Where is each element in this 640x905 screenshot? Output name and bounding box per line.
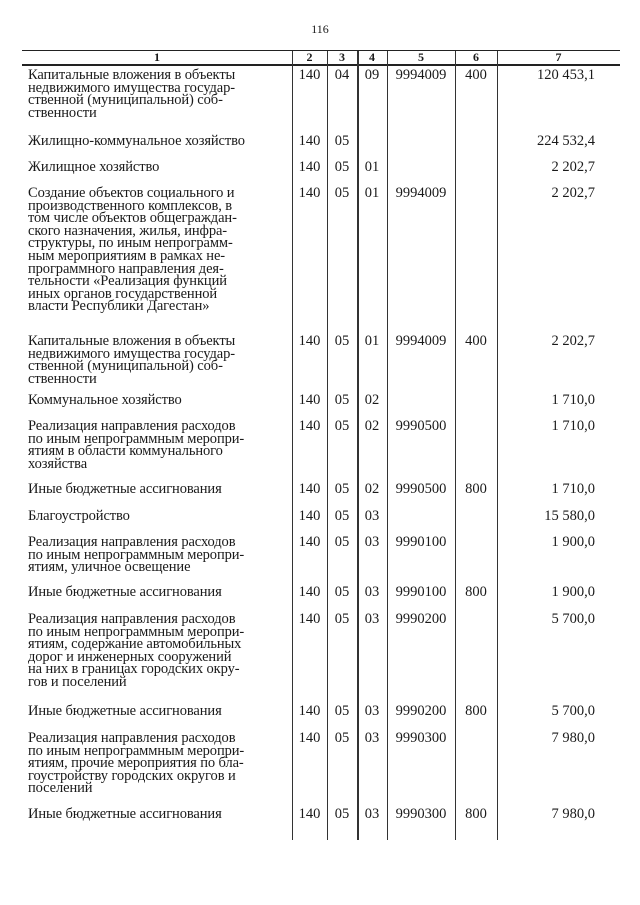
amount: 7 980,0 — [551, 730, 595, 746]
subsection-code: 01 — [364, 333, 380, 349]
row-label: Капитальные вложения в объекты недвижимого имущества государ- ственной (муниципальной) соб- ственности — [28, 333, 236, 387]
amount: 2 202,7 — [551, 185, 595, 201]
column-divider — [387, 51, 388, 840]
target-article-code: 9990500 — [395, 418, 447, 434]
amount: 7 980,0 — [551, 806, 595, 822]
row-label: Капитальные вложения в объекты недвижимого имущества государ- ственной (муниципальной) соб- ственности — [28, 67, 236, 121]
section-code: 05 — [334, 133, 350, 149]
section-code: 05 — [334, 730, 350, 746]
row-label: Реализация направления расходов по иным непрограммным меропри- ятиям, прочие мероприятия по бла- гоустройству городских округов и поселений — [28, 730, 245, 797]
column-divider — [455, 51, 456, 840]
header-col-2: 2 — [306, 50, 313, 64]
expense-type-code: 800 — [465, 481, 487, 497]
page-number: 116 — [311, 22, 329, 36]
subsection-code: 01 — [364, 185, 380, 201]
amount: 1 710,0 — [551, 418, 595, 434]
row-label: Благоустройство — [28, 508, 130, 524]
subsection-code: 03 — [364, 611, 380, 627]
header-col-7: 7 — [555, 50, 562, 64]
header-col-4: 4 — [369, 50, 375, 64]
target-article-code: 9990300 — [395, 730, 447, 746]
admin-code: 140 — [298, 392, 321, 408]
expense-type-code: 800 — [465, 584, 487, 600]
row-label: Создание объектов социального и производственного комплексов, в том числе объектов общеграждан- ского назначения, жилья, инфра- структуры, по иным непрограмм- ным мероприятиям в рамках не- программного направления дея- тельности «Реализация функций иных органов государственной власти Республики Дагестан» — [28, 185, 237, 315]
header-bottom-rule — [22, 64, 620, 66]
amount: 1 900,0 — [551, 534, 595, 550]
section-code: 05 — [334, 185, 350, 201]
amount: 15 580,0 — [544, 508, 595, 524]
admin-code: 140 — [298, 703, 321, 719]
expense-type-code: 400 — [465, 333, 487, 349]
admin-code: 140 — [298, 611, 321, 627]
subsection-code: 02 — [364, 392, 380, 408]
target-article-code: 9990100 — [395, 534, 447, 550]
row-label: Коммунальное хозяйство — [28, 392, 182, 408]
amount: 2 202,7 — [551, 333, 595, 349]
subsection-code: 03 — [364, 730, 380, 746]
subsection-code: 03 — [364, 534, 380, 550]
admin-code: 140 — [298, 584, 321, 600]
row-label: Иные бюджетные ассигнования — [28, 703, 222, 719]
admin-code: 140 — [298, 481, 321, 497]
subsection-code: 03 — [364, 703, 380, 719]
target-article-code: 9994009 — [395, 67, 447, 83]
admin-code: 140 — [298, 333, 321, 349]
admin-code: 140 — [298, 133, 321, 149]
row-label: Иные бюджетные ассигнования — [28, 806, 222, 822]
subsection-code: 03 — [364, 806, 380, 822]
section-code: 05 — [334, 806, 350, 822]
section-code: 05 — [334, 703, 350, 719]
amount: 1 710,0 — [551, 481, 595, 497]
section-code: 05 — [334, 584, 350, 600]
amount: 1 710,0 — [551, 392, 595, 408]
header-col-1: 1 — [154, 50, 160, 64]
row-label: Реализация направления расходов по иным непрограммным меропри- ятиям, уличное освещение — [28, 534, 245, 576]
section-code: 04 — [334, 67, 350, 83]
header-col-6: 6 — [473, 50, 479, 64]
row-label: Жилищно-коммунальное хозяйство — [28, 133, 245, 149]
row-label: Реализация направления расходов по иным непрограммным меропри- ятиям в области коммунального хозяйства — [28, 418, 245, 472]
section-code: 05 — [334, 481, 350, 497]
target-article-code: 9990200 — [395, 611, 447, 627]
amount: 120 453,1 — [537, 67, 595, 83]
section-code: 05 — [334, 418, 350, 434]
section-code: 05 — [334, 611, 350, 627]
admin-code: 140 — [298, 730, 321, 746]
subsection-code: 03 — [364, 584, 380, 600]
target-article-code: 9990500 — [395, 481, 447, 497]
target-article-code: 9994009 — [395, 333, 447, 349]
subsection-code: 01 — [364, 159, 380, 175]
admin-code: 140 — [298, 67, 321, 83]
amount: 224 532,4 — [537, 133, 595, 149]
admin-code: 140 — [298, 806, 321, 822]
row-label: Реализация направления расходов по иным непрограммным меропри- ятиям, содержание автомобильных дорог и инженерных сооружений на них в границах городских окру- гов и поселений — [28, 611, 245, 690]
admin-code: 140 — [298, 159, 321, 175]
subsection-code: 02 — [364, 418, 380, 434]
row-label: Иные бюджетные ассигнования — [28, 584, 222, 600]
target-article-code: 9990200 — [395, 703, 447, 719]
section-code: 05 — [334, 333, 350, 349]
row-label: Жилищное хозяйство — [28, 159, 160, 175]
header-col-5: 5 — [418, 50, 424, 64]
row-label: Иные бюджетные ассигнования — [28, 481, 222, 497]
target-article-code: 9990300 — [395, 806, 447, 822]
admin-code: 140 — [298, 508, 321, 524]
amount: 1 900,0 — [551, 584, 595, 600]
admin-code: 140 — [298, 418, 321, 434]
subsection-code: 03 — [364, 508, 380, 524]
expense-type-code: 800 — [465, 806, 487, 822]
header-col-3: 3 — [339, 50, 345, 64]
section-code: 05 — [334, 159, 350, 175]
amount: 5 700,0 — [551, 611, 595, 627]
admin-code: 140 — [298, 534, 321, 550]
amount: 5 700,0 — [551, 703, 595, 719]
section-code: 05 — [334, 508, 350, 524]
expense-type-code: 800 — [465, 703, 487, 719]
section-code: 05 — [334, 392, 350, 408]
section-code: 05 — [334, 534, 350, 550]
subsection-code: 02 — [364, 481, 380, 497]
admin-code: 140 — [298, 185, 321, 201]
target-article-code: 9990100 — [395, 584, 447, 600]
expense-type-code: 400 — [465, 67, 487, 83]
target-article-code: 9994009 — [395, 185, 447, 201]
amount: 2 202,7 — [551, 159, 595, 175]
subsection-code: 09 — [364, 67, 380, 83]
